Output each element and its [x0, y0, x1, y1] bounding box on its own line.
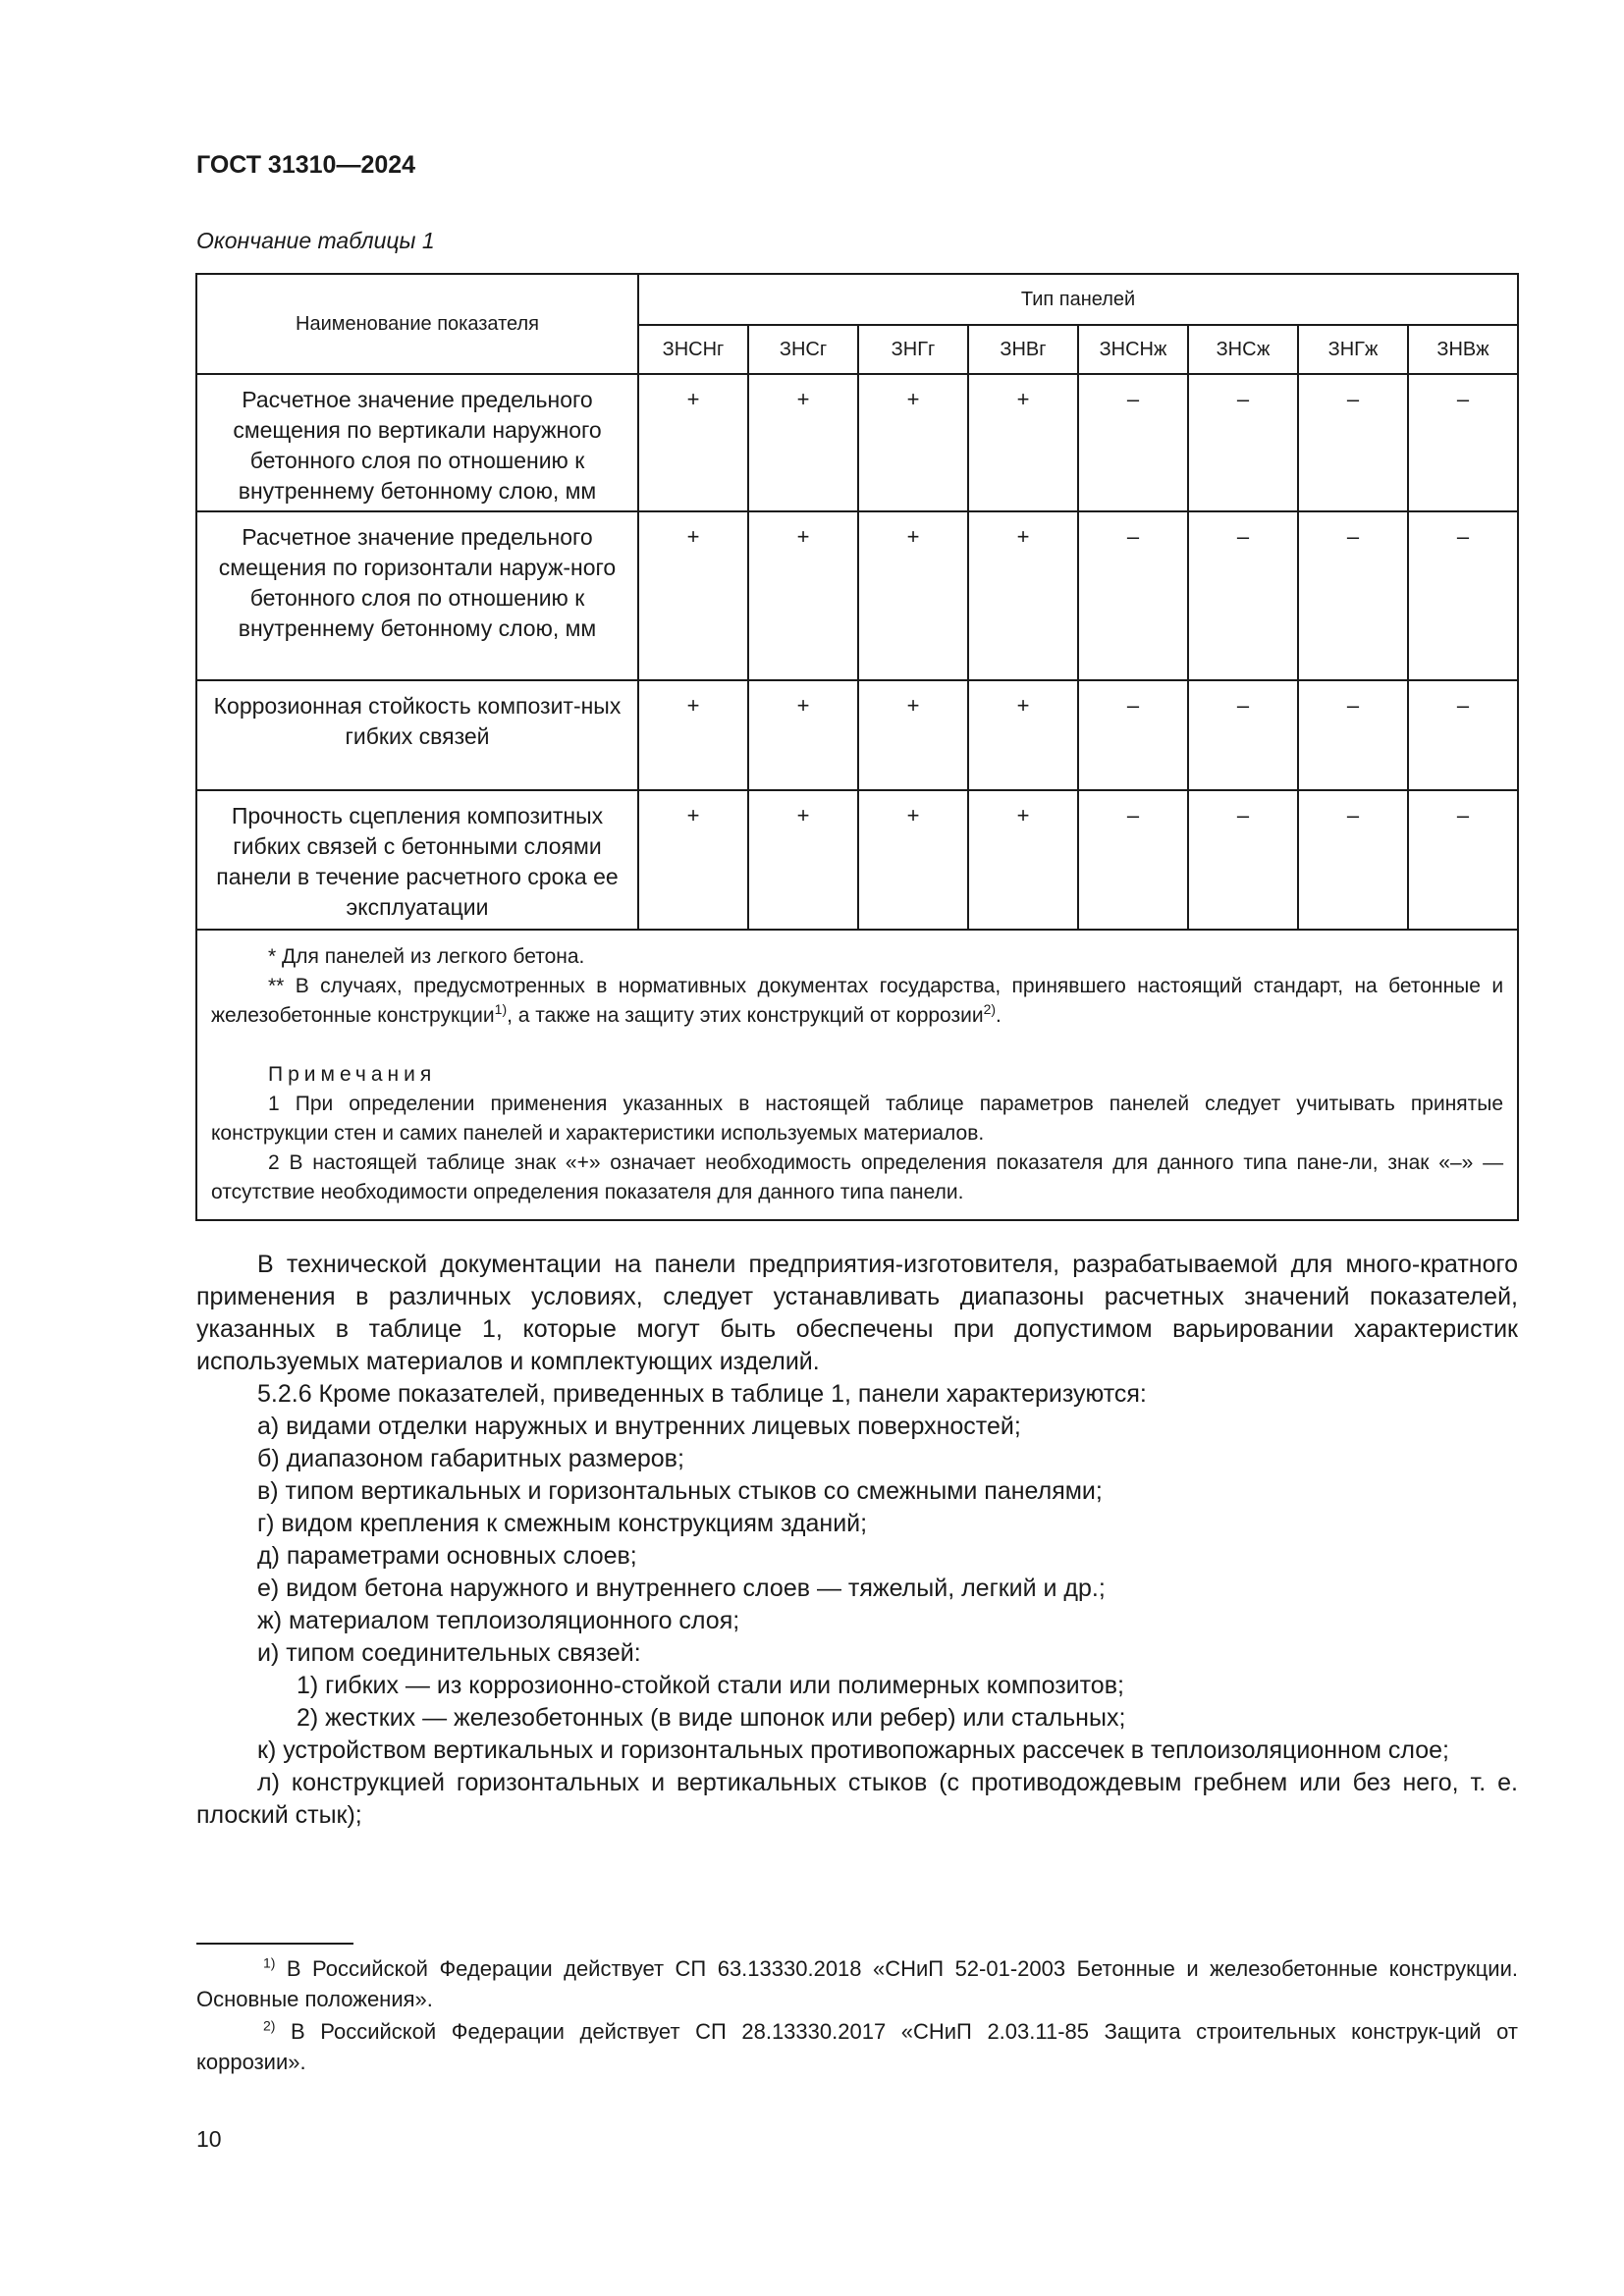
panel-type-header: ЗНСНг — [638, 325, 748, 374]
list-item: л) конструкцией горизонтальных и вертикальных стыков (с противодождевым гребнем или без него, т. е. плоский стык); — [196, 1769, 1518, 1829]
mark-cell: – — [1408, 790, 1518, 930]
mark-cell: + — [858, 680, 968, 790]
page-number: 10 — [196, 2126, 222, 2152]
mark-cell: – — [1408, 511, 1518, 680]
footnote-ref: 2) — [983, 1001, 997, 1017]
panel-type-header: ЗНСг — [748, 325, 858, 374]
mark-cell: + — [968, 511, 1078, 680]
mark-cell: + — [858, 790, 968, 930]
mark-cell: + — [968, 680, 1078, 790]
table-row — [196, 680, 1518, 790]
mark-cell: – — [1188, 511, 1298, 680]
mark-cell: + — [858, 374, 968, 511]
footnote-double-star: ** В случаях, предусмотренных в нормативных документах государства, принявшего настоящий стандарт, на бетонные и железобетонные конструкции$^{1)}$, а также на защиту этих конструкций от коррозии$^{2)}$. — [211, 975, 1504, 1027]
list-item: б) диапазоном габаритных размеров; — [257, 1445, 684, 1472]
panel-type-header: ЗНВг — [968, 325, 1078, 374]
panel-type-header: ЗНГг — [858, 325, 968, 374]
footnote-ref: 1) — [494, 1001, 508, 1017]
mark-cell: + — [968, 790, 1078, 930]
mark-cell: – — [1188, 790, 1298, 930]
body-text — [196, 1249, 1518, 1832]
mark-cell: – — [1408, 374, 1518, 511]
footnote-mark: 1) — [263, 1954, 276, 1971]
panel-type-header: ЗНСж — [1188, 325, 1298, 374]
clause-5-2-6: 5.2.6 Кроме показателей, приведенных в таблице 1, панели характеризуются: — [257, 1380, 1147, 1408]
mark-cell: – — [1298, 790, 1408, 930]
mark-cell: – — [1188, 374, 1298, 511]
footnote: $^{2)}$ В Российской Федерации действует СП 28.13330.2017 «СНиП 2.03.11-85 Защита строительных конструк-ций от коррозии». — [196, 2017, 1518, 2074]
list-item: е) видом бетона наружного и внутреннего слоев — тяжелый, легкий и др.; — [257, 1575, 1106, 1602]
mark-cell: + — [748, 790, 858, 930]
mark-cell: + — [968, 374, 1078, 511]
mark-cell: – — [1078, 374, 1188, 511]
indicator-name: Коррозионная стойкость композит-ных гибких связей — [196, 680, 638, 790]
footnote: $^{1)}$ В Российской Федерации действует СП 63.13330.2018 «СНиП 52-01-2003 Бетонные и железобетонные конструкции. Основные положения». — [196, 1954, 1518, 2011]
table-row — [196, 374, 1518, 511]
indicator-name: Расчетное значение предельного смещения по горизонтали наруж-ного бетонного слоя по отношению к внутреннему бетонному слою, мм — [196, 511, 638, 680]
table-notes — [196, 930, 1518, 1220]
mark-cell: – — [1298, 374, 1408, 511]
mark-cell: + — [748, 680, 858, 790]
mark-cell: + — [638, 374, 748, 511]
list-item: в) типом вертикальных и горизонтальных стыков со смежными панелями; — [257, 1477, 1103, 1505]
list-item: д) параметрами основных слоев; — [257, 1542, 637, 1570]
mark-cell: – — [1298, 680, 1408, 790]
header-panel-type: Тип панелей — [638, 274, 1518, 325]
sub-list-item: 1) гибких — из коррозионно-стойкой стали или полимерных композитов; — [297, 1672, 1124, 1699]
notes-title: Примечания — [268, 1063, 437, 1086]
indicator-table — [195, 273, 1519, 1221]
document-header: ГОСТ 31310—2024 — [196, 151, 416, 179]
header-indicator-name: Наименование показателя — [196, 274, 638, 374]
footnote-separator — [196, 1943, 353, 1945]
indicator-name: Расчетное значение предельного смещения по вертикали наружного бетонного слоя по отношению к внутреннему бетонному слою, мм — [196, 374, 638, 511]
mark-cell: – — [1078, 680, 1188, 790]
footnote-star: * Для панелей из легкого бетона. — [268, 945, 585, 968]
list-item: и) типом соединительных связей: — [257, 1639, 641, 1667]
page-footnotes — [196, 1953, 1518, 2079]
list-item: к) устройством вертикальных и горизонтальных противопожарных рассечек в теплоизоляционном слое; — [257, 1736, 1450, 1764]
note-2: 2 В настоящей таблице знак «+» означает необходимость определения показателя для данного типа пане-ли, знак «–» — отсутствие необходимости определения показателя для данного типа панели. — [211, 1151, 1504, 1203]
sub-list-item: 2) жестких — железобетонных (в виде шпонок или ребер) или стальных; — [297, 1704, 1126, 1732]
list-item: г) видом крепления к смежным конструкциям зданий; — [257, 1510, 868, 1537]
mark-cell: + — [858, 511, 968, 680]
indicator-name: Прочность сцепления композитных гибких связей с бетонными слоями панели в течение расчетного срока ее эксплуатации — [196, 790, 638, 930]
mark-cell: – — [1078, 511, 1188, 680]
note-1: 1 При определении применения указанных в настоящей таблице параметров панелей следует учитывать принятые конструкции стен и самих панелей и характеристики используемых материалов. — [211, 1093, 1504, 1145]
mark-cell: – — [1188, 680, 1298, 790]
panel-type-header: ЗНГж — [1298, 325, 1408, 374]
mark-cell: + — [638, 680, 748, 790]
mark-cell: – — [1078, 790, 1188, 930]
panel-type-header: ЗНСНж — [1078, 325, 1188, 374]
panel-type-header: ЗНВж — [1408, 325, 1518, 374]
mark-cell: – — [1408, 680, 1518, 790]
mark-cell: – — [1298, 511, 1408, 680]
body-paragraph: В технической документации на панели предприятия-изготовителя, разрабатываемой для много-кратного применения в различных условиях, следует устанавливать диапазоны расчетных значений показателей, указанных в таблице 1, которые могут быть обеспечены при допустимом варьировании характеристик используемых материалов и комплектующих изделий. — [196, 1251, 1518, 1375]
mark-cell: + — [638, 511, 748, 680]
footnote-mark: 2) — [263, 2017, 276, 2034]
mark-cell: + — [638, 790, 748, 930]
list-item: а) видами отделки наружных и внутренних лицевых поверхностей; — [257, 1413, 1021, 1440]
table-row — [196, 790, 1518, 930]
list-item: ж) материалом теплоизоляционного слоя; — [257, 1607, 740, 1634]
mark-cell: + — [748, 374, 858, 511]
table-row — [196, 511, 1518, 680]
table-caption: Окончание таблицы 1 — [196, 228, 435, 253]
mark-cell: + — [748, 511, 858, 680]
